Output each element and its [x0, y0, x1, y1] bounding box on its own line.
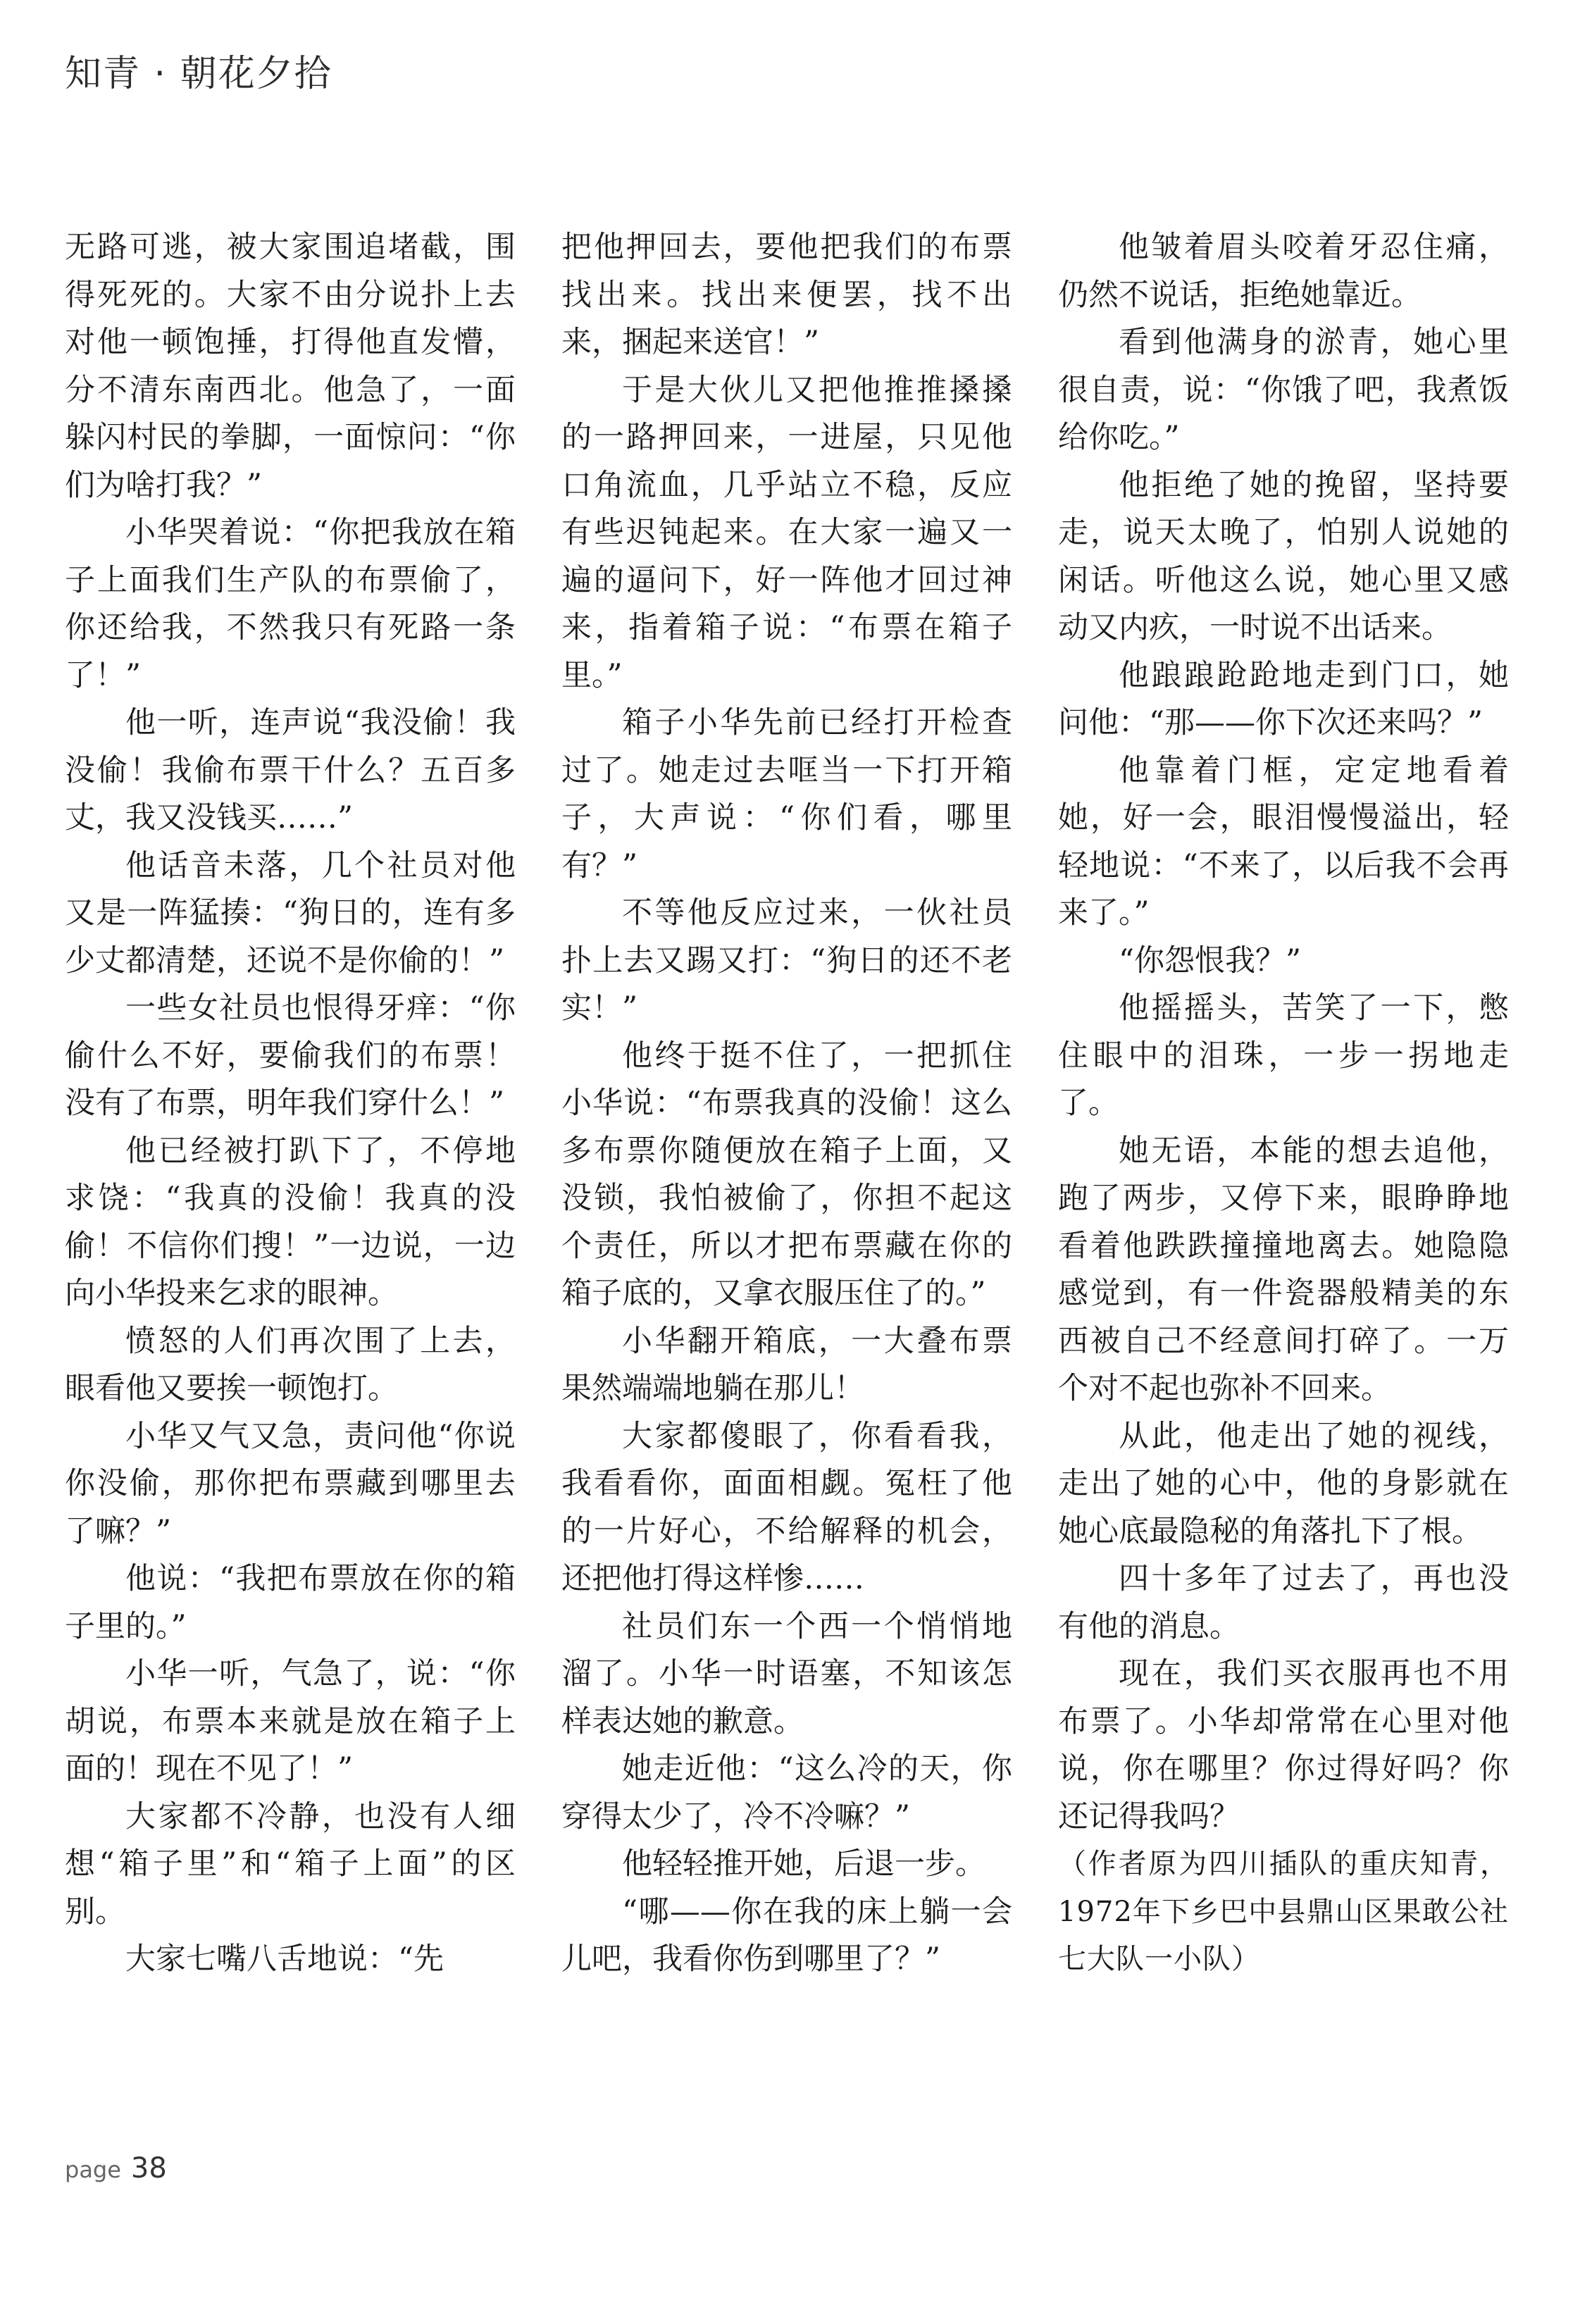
- paragraph: 一些女社员也恨得牙痒：“你偷什么不好，要偷我们的布票！没有了布票，明年我们穿什么！”: [65, 990, 516, 1121]
- paragraph: 他靠着门框，定定地看着她，好一会，眼泪慢慢溢出，轻轻地说：“不来了，以后我不会再来了。”: [1058, 752, 1509, 931]
- page-label: page: [65, 2156, 121, 2183]
- paragraph: 他皱着眉头咬着牙忍住痛，仍然不说话，拒绝她靠近。: [1058, 230, 1509, 313]
- paragraph: 大家七嘴八舌地说：“先: [125, 1941, 444, 1977]
- paragraph: 大家都傻眼了，你看看我，我看看你，面面相觑。冤枉了他的一片好心，不给解释的机会，还把他打得这样惨……: [561, 1418, 1012, 1596]
- paragraph: 现在，我们买衣服再也不用布票了。小华却常常在心里对他说，你在哪里？你过得好吗？你还记得我吗？: [1058, 1656, 1509, 1834]
- paragraph: 愤怒的人们再次围了上去，眼看他又要挨一顿饱打。: [65, 1323, 516, 1406]
- paragraph: 她无语，本能的想去追他，跑了两步，又停下来，眼睁睁地看着他跌跌撞撞地离去。她隐隐感觉到，有一件瓷器般精美的东西被自己不经意间打碎了。一万个对不起也弥补不回来。: [1058, 1133, 1509, 1406]
- paragraph: 他说：“我把布票放在你的箱子里的。”: [65, 1561, 516, 1644]
- page-footer: [65, 2152, 167, 2185]
- paragraph: 大家都不冷静，也没有人细想“箱子里”和“箱子上面”的区别。: [65, 1798, 516, 1930]
- paragraph: 看到他满身的淤青，她心里很自责，说：“你饿了吧，我煮饭给你吃。”: [1058, 325, 1509, 455]
- paragraph: 四十多年了过去了，再也没有他的消息。: [1058, 1561, 1509, 1644]
- paragraph: “你怨恨我？”: [1119, 943, 1301, 978]
- paragraph: 她走近他：“这么冷的天，你穿得太少了，冷不冷嘛？”: [561, 1751, 1012, 1834]
- paragraph: “哪——你在我的床上躺一会儿吧，我看你伤到哪里了？”: [561, 1894, 1012, 1977]
- paragraph: 他已经被打趴下了，不停地求饶：“我真的没偷！我真的没偷！不信你们搜！”一边说，一边向小华投来乞求的眼神。: [65, 1133, 516, 1311]
- text-column-3: [1058, 224, 1509, 2161]
- author-note: （作者原为四川插队的重庆知青，1972年下乡巴中县鼎山区果敢公社七大队一小队）: [1058, 1848, 1509, 1975]
- paragraph: 小华哭着说：“你把我放在箱子上面我们生产队的布票偷了，你还给我，不然我只有死路一条了！”: [65, 515, 516, 693]
- paragraph: 于是大伙儿又把他推推搡搡的一路押回来，一进屋，只见他口角流血，几乎站立不稳，反应有些迟钝起来。在大家一遍又一遍的逼问下，好一阵他才回过神来，指着箱子说：“布票在箱子里。”: [561, 372, 1012, 693]
- paragraph: 把他押回去，要他把我们的布票找出来。找出来便罢，找不出来，捆起来送官！”: [561, 230, 1012, 360]
- text-column-1: [65, 224, 516, 2161]
- section-header: 知青 · 朝花夕拾: [65, 53, 332, 95]
- paragraph: 无路可逃，被大家围追堵截，围得死死的。大家不由分说扑上去对他一顿饱捶，打得他直发懵，分不清东南西北。他急了，一面躲闪村民的拳脚，一面惊问：“你们为啥打我？”: [65, 230, 516, 503]
- text-column-2: [561, 224, 1012, 2161]
- paragraph: 他一听，连声说“我没偷！我没偷！我偷布票干什么？五百多丈，我又没钱买……”: [65, 705, 516, 835]
- paragraph: 小华又气又急，责问他“你说你没偷，那你把布票藏到哪里去了嘛？”: [65, 1418, 516, 1549]
- paragraph: 他踉踉跄跄地走到门口，她问他：“那——你下次还来吗？”: [1058, 657, 1509, 740]
- paragraph: 他终于挺不住了，一把抓住小华说：“布票我真的没偷！这么多布票你随便放在箱子上面，又没锁，我怕被偷了，你担不起这个责任，所以才把布票藏在你的箱子底的，又拿衣服压住了的。”: [561, 1038, 1012, 1311]
- paragraph: 他摇摇头，苦笑了一下，憋住眼中的泪珠，一步一拐地走了。: [1058, 990, 1509, 1121]
- page-number: 38: [130, 2152, 167, 2185]
- paragraph: 他拒绝了她的挽留，坚持要走，说天太晚了，怕别人说她的闲话。听他这么说，她心里又感动又内疚，一时说不出话来。: [1058, 467, 1509, 645]
- article-body: [65, 224, 1509, 2161]
- paragraph: 他轻轻推开她，后退一步。: [622, 1846, 985, 1882]
- paragraph: 小华翻开箱底，一大叠布票果然端端地躺在那儿！: [561, 1323, 1012, 1406]
- paragraph: 小华一听，气急了，说：“你胡说，布票本来就是放在箱子上面的！现在不见了！”: [65, 1656, 516, 1787]
- paragraph: 社员们东一个西一个悄悄地溜了。小华一时语塞，不知该怎样表达她的歉意。: [561, 1608, 1012, 1739]
- paragraph: 不等他反应过来，一伙社员扑上去又踢又打：“狗日的还不老实！”: [561, 895, 1012, 1026]
- paragraph: 他话音未落，几个社员对他又是一阵猛揍：“狗日的，连有多少丈都清楚，还说不是你偷的！”: [65, 847, 516, 978]
- paragraph: 箱子小华先前已经打开检查过了。她走过去哐当一下打开箱子，大声说：“你们看，哪里有？”: [561, 705, 1012, 883]
- paragraph: 从此，他走出了她的视线，走出了她的心中，他的身影就在她心底最隐秘的角落扎下了根。: [1058, 1418, 1509, 1549]
